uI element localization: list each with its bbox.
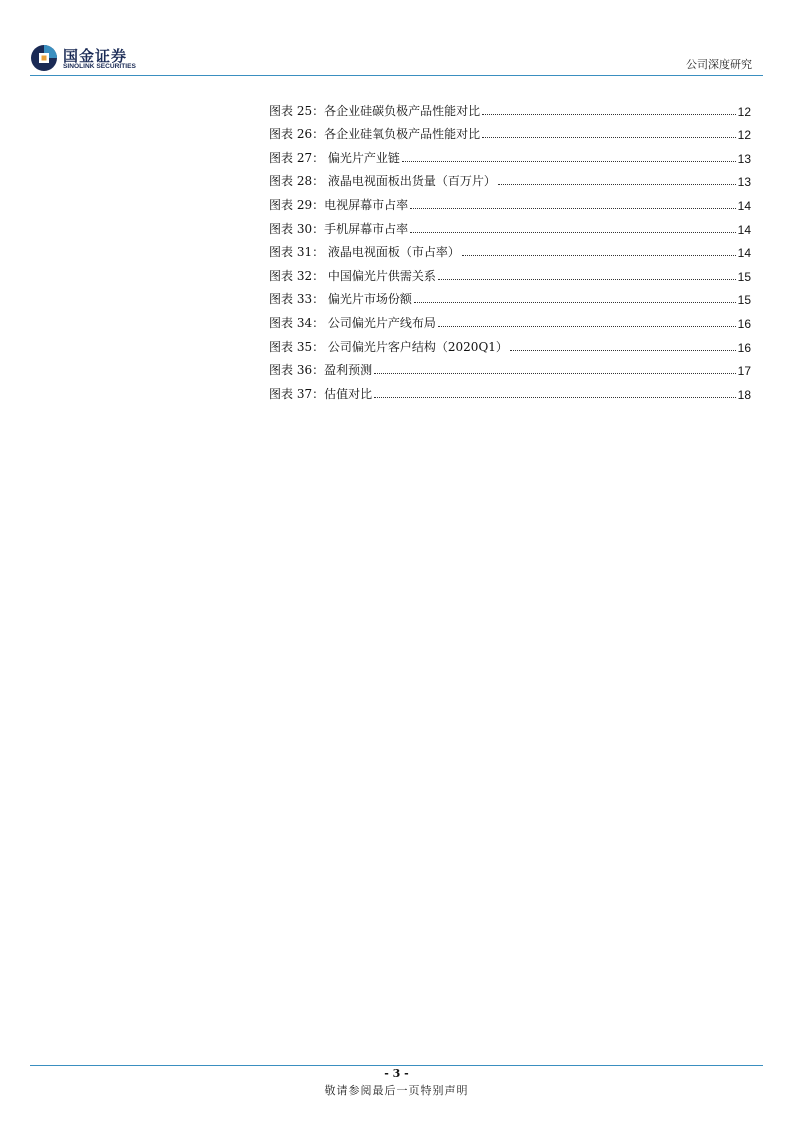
- toc-entry[interactable]: [269, 166, 751, 190]
- disclaimer-text: 敬请参阅最后一页特别声明: [324, 1084, 469, 1097]
- toc-entry[interactable]: [269, 142, 751, 166]
- toc-entry[interactable]: [269, 213, 751, 237]
- toc-leader-dots: [374, 373, 736, 374]
- toc-entry-label: 图表 25：各企业硅碳负极产品性能对比: [269, 103, 481, 118]
- toc-entry-page: 12: [737, 128, 751, 143]
- toc-entry-label: 图表 36：盈利预测: [269, 363, 373, 378]
- toc-entry-label: 图表 28： 液晶电视面板出货量（百万片）: [269, 174, 496, 189]
- header-divider: [30, 75, 763, 76]
- table-of-figures: [269, 95, 751, 402]
- toc-leader-dots: [438, 326, 736, 327]
- toc-entry[interactable]: [269, 237, 751, 261]
- toc-entry-label: 图表 27： 偏光片产业链: [269, 150, 400, 165]
- toc-leader-dots: [482, 137, 736, 138]
- toc-entry-label: 图表 33： 偏光片市场份额: [269, 292, 412, 307]
- toc-leader-dots: [410, 208, 736, 209]
- toc-entry-page: 13: [737, 175, 751, 190]
- toc-entry[interactable]: [269, 95, 751, 119]
- toc-entry-page: 13: [737, 151, 751, 166]
- toc-entry[interactable]: [269, 260, 751, 284]
- page-number: - 3 -: [384, 1067, 409, 1080]
- toc-entry[interactable]: [269, 189, 751, 213]
- toc-entry-page: 14: [737, 198, 751, 213]
- toc-entry-page: 15: [737, 269, 751, 284]
- toc-leader-dots: [438, 279, 736, 280]
- toc-entry-page: 12: [737, 104, 751, 119]
- toc-leader-dots: [482, 114, 736, 115]
- toc-leader-dots: [410, 232, 736, 233]
- toc-entry-page: 18: [737, 387, 751, 402]
- logo-text-en: SINOLINK SECURITIES: [63, 63, 136, 70]
- toc-entry-page: 14: [737, 246, 751, 261]
- toc-entry-label: 图表 29：电视屏幕市占率: [269, 197, 409, 212]
- toc-entry-label: 图表 26：各企业硅氧负极产品性能对比: [269, 127, 481, 142]
- toc-entry-label: 图表 37：估值对比: [269, 386, 373, 401]
- toc-leader-dots: [498, 184, 736, 185]
- footer-divider: [30, 1065, 763, 1066]
- toc-entry-page: 17: [737, 364, 751, 379]
- sinolink-logo-icon: [30, 44, 58, 72]
- toc-entry[interactable]: [269, 355, 751, 379]
- toc-entry-label: 图表 32： 中国偏光片供需关系: [269, 268, 436, 283]
- toc-leader-dots: [414, 302, 736, 303]
- toc-entry-label: 图表 30：手机屏幕市占率: [269, 221, 409, 236]
- toc-entry[interactable]: [269, 284, 751, 308]
- toc-entry-label: 图表 34： 公司偏光片产线布局: [269, 315, 436, 330]
- report-type: 公司深度研究: [686, 58, 752, 71]
- logo-text-cn: 国金证券: [63, 47, 128, 65]
- toc-leader-dots: [462, 255, 736, 256]
- toc-entry[interactable]: [269, 307, 751, 331]
- toc-entry[interactable]: [269, 331, 751, 355]
- toc-entry-label: 图表 31： 液晶电视面板（市占率）: [269, 245, 460, 260]
- toc-entry-page: 16: [737, 316, 751, 331]
- page-header: [0, 0, 793, 80]
- toc-leader-dots: [374, 397, 736, 398]
- toc-entry-page: 15: [737, 293, 751, 308]
- toc-entry[interactable]: [269, 119, 751, 143]
- toc-entry-label: 图表 35： 公司偏光片客户结构（2020Q1）: [269, 339, 508, 354]
- toc-entry-page: 16: [737, 340, 751, 355]
- company-logo: [30, 44, 150, 76]
- toc-entry-page: 14: [737, 222, 751, 237]
- toc-entry[interactable]: [269, 378, 751, 402]
- toc-leader-dots: [402, 161, 736, 162]
- toc-leader-dots: [510, 350, 736, 351]
